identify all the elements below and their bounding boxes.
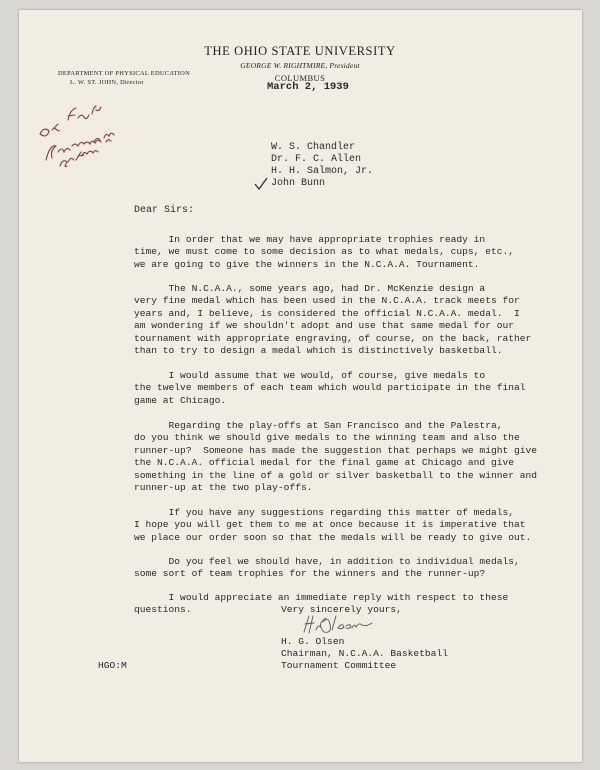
university-name: THE OHIO STATE UNIVERSITY (204, 44, 396, 58)
paragraph-5: If you have any suggestions regarding this matter of medals, I hope you will get them to me at once because it is imperative that we place our order soon so that the medals will be ready to give out. (134, 507, 532, 543)
paragraph-7: I would appreciate an immediate reply with respect to these questions. (134, 592, 509, 616)
salutation: Dear Sirs: (134, 205, 195, 216)
signature (300, 612, 380, 638)
paragraph-3: I would assume that we would, of course, give medals to the twelve members of each team which would participate in the final game at Chicago. (134, 370, 526, 406)
city-line: COLUMBUS (274, 73, 326, 83)
signer-title: Chairman, N.C.A.A. Basketball (281, 648, 448, 659)
paragraph-1: In order that we may have appropriate trophies ready in time, we must come to some decision as to what medals, cups, etc., we are going to give the winners in the N.C.A.A. Tournament. (134, 234, 514, 270)
valediction: Very sincerely yours, (281, 604, 402, 615)
typist-initials: HGO:M (98, 660, 127, 671)
department-name: DEPARTMENT OF PHYSICAL EDUCATION (58, 70, 191, 77)
paragraph-4: Regarding the play-offs at San Francisco and the Palestra, do you think we should give medals to the winning team and also the runner-up? Someone has made the suggestion that perhaps we might give the N.C.A.A. official medal for the final game at Chicago and give something in the line of a gold or silver basketball to the winner and runner-up at the two play-offs. (134, 420, 538, 494)
director-name: L. W. ST. JOHN, Director (70, 79, 144, 86)
addressee: John Bunn (271, 178, 326, 189)
addressee: Dr. F. C. Allen (271, 154, 362, 165)
paragraph-2: The N.C.A.A., some years ago, had Dr. McKenzie design a very fine medal which has been used in the N.C.A.A. track meets for years and, I believe, is considered the official N.C.A.A. medal. I am wondering if we shouldn't adopt and use that same medal for our tournament with appropriate engraving, of course, on the back, rather than to try to design a medal which is distinctively basketball. (134, 283, 532, 357)
department-block (58, 69, 190, 87)
president-line: GEORGE W. RIGHTMIRE, President (240, 61, 360, 70)
handwritten-note (38, 94, 148, 174)
signer-name: H. G. Olsen (281, 636, 345, 647)
signer-committee: Tournament Committee (281, 660, 397, 671)
paragraph-6: Do you feel we should have, in addition to individual medals, some sort of team trophies for the winners and the runner-up? (134, 556, 520, 580)
letter-date: March 2, 1939 (267, 81, 349, 93)
addressee: H. H. Salmon, Jr. (271, 166, 374, 177)
addressee: W. S. Chandler (271, 142, 356, 153)
checkmark-icon (254, 177, 268, 191)
